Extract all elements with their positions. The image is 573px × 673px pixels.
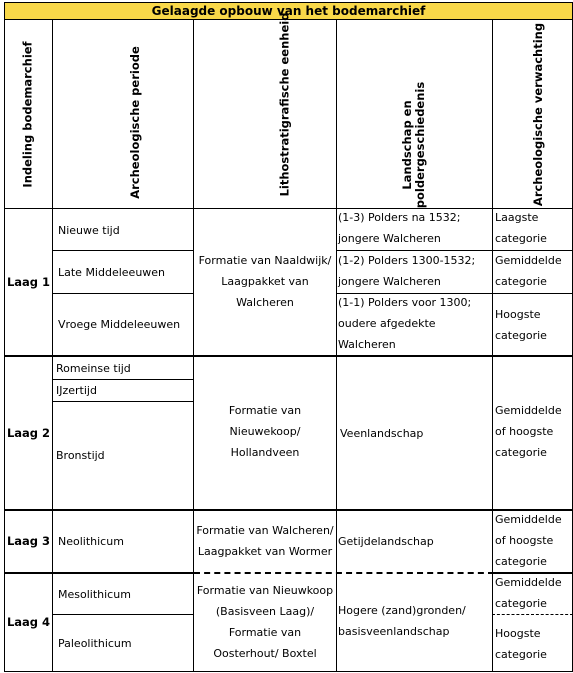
laag1-litho: Formatie van Naaldwijk/ Laagpakket van Walcheren (198, 254, 332, 309)
laag4-expectation-2: Hoogste categorie (495, 627, 547, 661)
laag3-landscape: Getijdelandschap (338, 535, 434, 548)
laag1-landscape-3: (1-1) Polders voor 1300; oudere afgedekte Walcheren (338, 296, 472, 351)
laag2-period-1: Romeinse tijd (56, 361, 131, 375)
laag1-landscape-1: (1-3) Polders na 1532; jongere Walcheren (338, 211, 461, 245)
header-landschap: Landschap en poldergeschiedenis (400, 81, 428, 208)
laag4-period-2: Paleolithicum (58, 636, 132, 650)
laag4-label: Laag 4 (6, 615, 51, 629)
header-indeling: Indeling bodemarchief (21, 41, 36, 188)
laag3-litho: Formatie van Walcheren/ Laagpakket van Wormer (196, 524, 334, 558)
laag2-period-2: IJzertijd (56, 384, 97, 397)
laag3-period: Neolithicum (58, 535, 124, 548)
laag3-expectation: Gemiddelde of hoogste categorie (495, 513, 562, 568)
laag3-label: Laag 3 (6, 534, 51, 548)
header-litho: Lithostratigrafische eenheid (277, 12, 292, 197)
outer-bottom-border (4, 671, 573, 672)
laag2-period-3: Bronstijd (56, 449, 105, 462)
laag4-period-1: Mesolithicum (58, 587, 131, 601)
laag1-period-2: Late Middeleeuwen (58, 265, 166, 279)
header-verwachting: Archeologische verwachting (531, 22, 546, 207)
laag4-expectation-divider-dashed (492, 614, 573, 615)
laag4-expectation-1: Gemiddelde categorie (495, 576, 562, 610)
laag2-expectation: Gemiddelde of hoogste categorie (495, 404, 562, 459)
laag1-label: Laag 1 (6, 274, 51, 289)
laag4-litho: Formatie van Nieuwkoop (Basisveen Laag)/ Formatie van Oosterhout/ Boxtel (196, 584, 334, 660)
laag1-landscape-2: (1-2) Polders 1300-1532; jongere Walcheren (338, 254, 476, 288)
laag1-expectation-1: Laagste categorie (495, 211, 547, 245)
table-title: Gelaagde opbouw van het bodemarchief (4, 2, 573, 20)
laag3-laag4-boundary-dashed (194, 572, 494, 574)
laag2-landscape: Veenlandschap (340, 426, 424, 440)
laag4-landscape: Hogere (zand)gronden/ basisveenlandschap (338, 604, 466, 638)
laag1-expectation-3: Hoogste categorie (495, 308, 547, 342)
laag1-period-1: Nieuwe tijd (58, 223, 120, 237)
laag2-label: Laag 2 (6, 425, 51, 440)
laag2-litho: Formatie van Nieuwekoop/ Hollandveen (228, 404, 302, 459)
header-periode: Archeologische periode (127, 46, 142, 199)
laag1-period-3: Vroege Middeleeuwen (58, 318, 181, 331)
laag1-expectation-2: Gemiddelde categorie (495, 254, 562, 288)
